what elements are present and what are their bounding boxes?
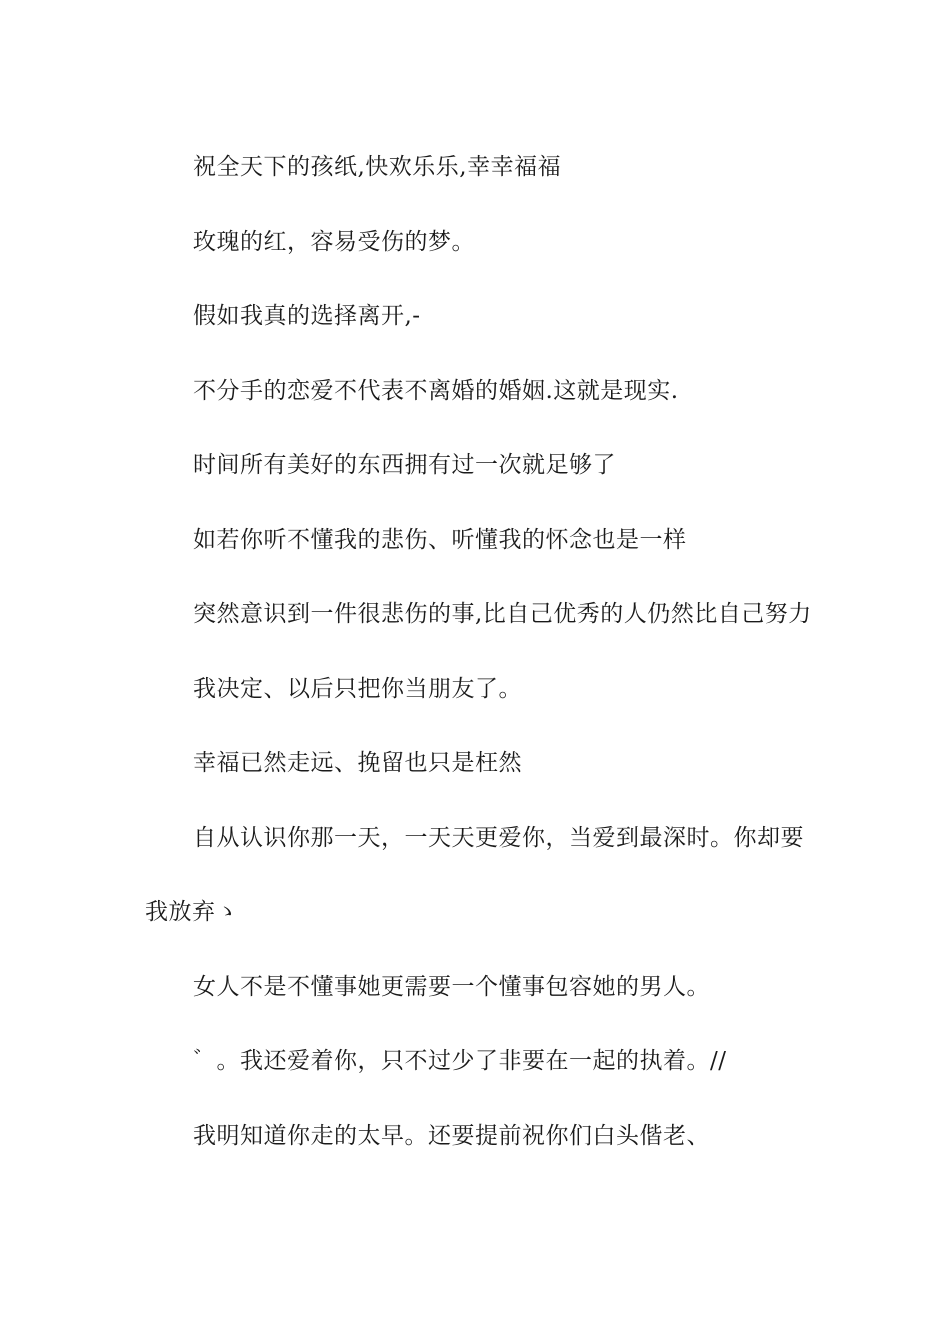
paragraph: 时间所有美好的东西拥有过一次就足够了 <box>193 452 616 478</box>
paragraph: 祝全天下的孩纸,快欢乐乐,幸幸福福 <box>193 154 562 180</box>
paragraph: 玫瑰的红，容易受伤的梦。 <box>193 228 475 255</box>
paragraph: 假如我真的选择离开,- <box>193 303 421 329</box>
paragraph: 突然意识到一件很悲伤的事,比自己优秀的人仍然比自己努力 <box>193 601 812 627</box>
document-body <box>145 130 825 1173</box>
paragraph: 我决定、以后只把你当朋友了。 <box>193 675 522 702</box>
paragraph: 我明知道你走的太早。还要提前祝你们白头偕老、 <box>193 1122 710 1149</box>
paragraph: ゛。我还爱着你，只不过少了非要在一起的执着。// <box>193 1048 727 1074</box>
paragraph: 幸福已然走远、挽留也只是枉然 <box>193 750 522 776</box>
paragraph: 不分手的恋爱不代表不离婚的婚姻.这就是现实. <box>193 377 679 404</box>
paragraph: 如若你听不懂我的悲伤、听懂我的怀念也是一样 <box>193 526 687 553</box>
paragraph: 自从认识你那一天，一天天更爱你，当爱到最深时。你却要我放弃ゝ <box>145 824 804 925</box>
paragraph: 女人不是不懂事她更需要一个懂事包容她的男人。 <box>193 973 710 1000</box>
